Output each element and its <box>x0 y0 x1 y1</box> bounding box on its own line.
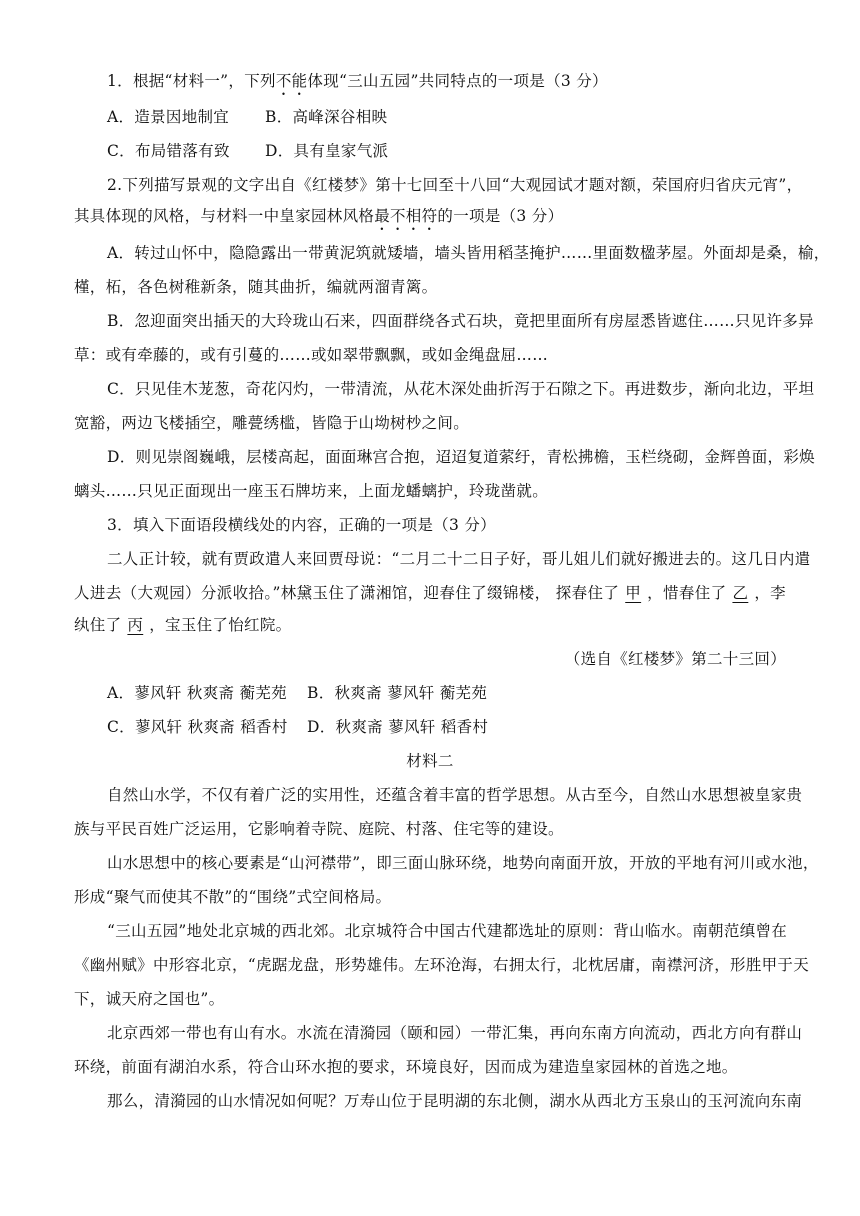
blank-yi: 乙 <box>732 584 749 602</box>
q2-option-b-line2: 草：或有牵藤的，或有引蔓的……或如翠带飘飘，或如金绳盘屈…… <box>74 346 549 364</box>
blank-jia: 甲 <box>625 584 642 602</box>
q3-option-b: B．秋爽斋 蓼风轩 蘅芜苑 <box>307 684 488 702</box>
q2-option-a-line1: A．转过山怀中，隐隐露出一带黄泥筑就矮墙，墙头皆用稻茎掩护……里面数楹茅屋。外面却是桑，榆， <box>107 244 830 262</box>
material2-p1-line1: 自然山水学，不仅有着广泛的实用性，还蕴含着丰富的哲学思想。从古至今，自然山水思想被皇家贵 <box>107 786 803 804</box>
q1-option-c: C．布局错落有致 <box>107 142 230 160</box>
q2-stem-part1: 其具体现的风格，与材料一中皇家园林风格 <box>74 207 375 225</box>
material2-p2-line2: 形成“聚气而使其不散”的“围绕”式空间格局。 <box>74 888 392 906</box>
q1-option-b: B．高峰深谷相映 <box>265 108 388 126</box>
q3-option-d: D．秋爽斋 蓼风轩 稻香村 <box>307 718 489 736</box>
q1-options-row2 <box>107 140 786 162</box>
q2-stem-emphasis: 最不相符 <box>374 207 438 225</box>
q1-stem-part2: 体现“三山五园”共同特点的一项是（3 分） <box>307 72 608 90</box>
material2-p4-line2: 环绕，前面有湖泊水系，符合山环水抱的要求，环境良好，因而成为建造皇家园林的首选之地。 <box>74 1058 738 1076</box>
q2-stem-part2: 的一项是（3 分） <box>437 207 564 225</box>
q3-passage-line1: 二人正计较，就有贾政遣人来回贾母说：“二月二十二日子好，哥儿姐儿们就好搬进去的。这几日内遣 <box>107 550 811 568</box>
q3-source: （选自《红楼梦》第二十三回） <box>564 650 786 668</box>
q1-stem-emphasis: 不能 <box>275 72 308 90</box>
q2-stem-line1: 2.下列描写景观的文字出自《红楼梦》第十七回至十八回“大观园试才题对额，荣国府归省庆元宵”， <box>107 176 803 194</box>
q3-passage-text: 纨住了 <box>74 616 122 634</box>
material2-p3-line2: 《幽州赋》中形容北京，“虎踞龙盘，形势雄伟。左环沧海，右拥太行，北枕居庸，南襟河济，形胜甲于天 <box>74 956 810 974</box>
q2-option-d-line1: D．则见崇阁巍峨，层楼高起，面面琳宫合抱，迢迢复道萦纡，青松拂檐，玉栏绕砌，金辉兽面，彩焕 <box>107 448 815 466</box>
q3-options-row1 <box>107 682 786 704</box>
q3-passage-line3 <box>74 614 786 636</box>
q3-passage-text: 人进去（大观园）分派收拾。”林黛玉住了潇湘馆，迎春住了缀锦楼， 探春住了 <box>74 584 620 602</box>
q1-stem-part1: 1．根据“材料一”，下列 <box>107 72 276 90</box>
q1-option-d: D．具有皇家气派 <box>265 142 389 160</box>
material2-p1-line2: 族与平民百姓广泛运用，它影响着寺院、庭院、村落、住宅等的建设。 <box>74 820 564 838</box>
q2-option-d-line2: 螭头……只见正面现出一座玉石牌坊来，上面龙蟠螭护，玲珑凿就。 <box>74 482 549 500</box>
q3-option-c: C．蓼风轩 秋爽斋 稻香村 <box>107 718 288 736</box>
material2-p4-line1: 北京西郊一带也有山有水。水流在清漪园（颐和园）一带汇集，再向东南方向流动，西北方向有群山 <box>107 1024 803 1042</box>
material2-p2-line1: 山水思想中的核心要素是“山河襟带”，即三面山脉环绕，地势向南面开放，开放的平地有河川或水池， <box>107 854 819 872</box>
q3-passage-text: ，李 <box>754 584 786 602</box>
q3-passage-line2 <box>74 582 786 604</box>
q3-passage-text: ，宝玉住了怡红院。 <box>149 616 292 634</box>
q2-option-c-line2: 宽豁，两边飞楼插空，雕甍绣槛，皆隐于山坳树杪之间。 <box>74 414 470 432</box>
q2-stem-line2 <box>74 205 786 234</box>
q3-stem: 3．填入下面语段横线处的内容，正确的一项是（3 分） <box>107 516 496 534</box>
q1-stem <box>107 70 786 99</box>
q2-option-a-line2: 槿，柘，各色树稚新条，随其曲折，编就两溜青篱。 <box>74 278 438 296</box>
material2-title: 材料二 <box>406 752 454 770</box>
material2-p3-line1: “三山五园”地处北京城的西北郊。北京城符合中国古代建都选址的原则：背山临水。南朝范缜曾在 <box>107 922 788 940</box>
material2-p5-line1: 那么，清漪园的山水情况如何呢？万寿山位于昆明湖的东北侧，湖水从西北方玉泉山的玉河流向东南 <box>107 1092 803 1110</box>
q1-options-row1 <box>107 106 786 128</box>
q2-option-b-line1: B．忽迎面突出插天的大玲珑山石来，四面群绕各式石块，竟把里面所有房屋悉皆遮住……只见许多异 <box>107 312 814 330</box>
q3-options-row2 <box>107 716 786 738</box>
q1-option-a: A．造景因地制宜 <box>107 108 230 126</box>
blank-bing: 丙 <box>127 616 144 634</box>
q3-passage-text: ，惜春住了 <box>647 584 727 602</box>
q3-option-a: A．蓼风轩 秋爽斋 蘅芜苑 <box>107 684 287 702</box>
q2-option-c-line1: C．只见佳木茏葱，奇花闪灼，一带清流，从花木深处曲折泻于石隙之下。再进数步，渐向北边，平坦 <box>107 380 815 398</box>
material2-p3-line3: 下，诚天府之国也”。 <box>74 990 225 1008</box>
